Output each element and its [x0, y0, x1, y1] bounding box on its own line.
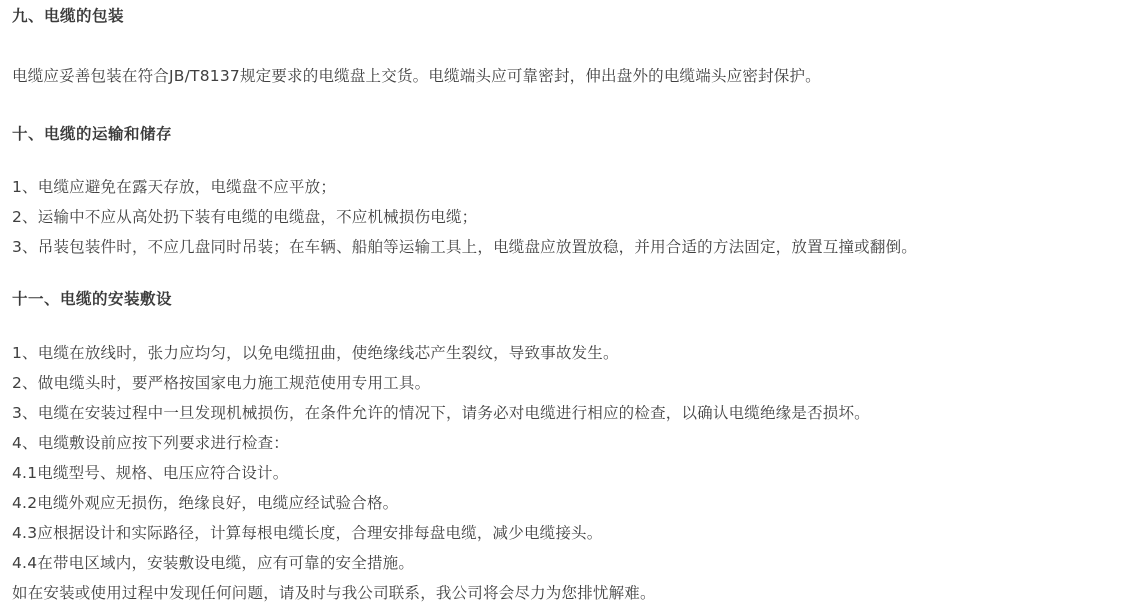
list-item: 4、电缆敷设前应按下列要求进行检查：	[12, 434, 289, 453]
list-item: 4.3应根据设计和实际路径，计算每根电缆长度，合理安排每盘电缆，减少电缆接头。	[12, 524, 603, 543]
section-body	[12, 64, 1118, 88]
section-heading: 九、电缆的包装	[12, 7, 125, 25]
list-item: 4.1电缆型号、规格、电压应符合设计。	[12, 464, 289, 483]
list-item: 2、运输中不应从高处扔下装有电缆的电缆盘，不应机械损伤电缆；	[12, 208, 478, 227]
list-item: 3、吊装包装件时，不应几盘同时吊装；在车辆、船舶等运输工具上，电缆盘应放置放稳，并用合适的方法固定，放置互撞或翻倒。	[12, 238, 917, 257]
spacer	[12, 311, 1118, 341]
list-item: 4.4在带电区域内，安装敷设电缆，应有可靠的安全措施。	[12, 554, 415, 573]
section-body	[12, 175, 1118, 259]
section-heading: 十一、电缆的安装敷设	[12, 290, 173, 309]
list-item: 3、电缆在安装过程中一旦发现机械损伤，在条件允许的情况下，请务必对电缆进行相应的检查，以确认电缆绝缘是否损坏。	[12, 404, 870, 423]
list-item: 1、电缆应避免在露天存放，电缆盘不应平放；	[12, 178, 337, 197]
closing-note: 如在安装或使用过程中发现任何问题，请及时与我公司联系，我公司将会尽力为您排忧解难。	[12, 584, 656, 603]
section-body	[12, 341, 1118, 605]
section-heading: 十、电缆的运输和储存	[12, 124, 173, 143]
section-packaging	[12, 6, 1118, 88]
paragraph: 电缆应妥善包装在符合JB/T8137规定要求的电缆盘上交货。电缆端头应可靠密封，伸出盘外的电缆端头应密封保护。	[12, 66, 821, 85]
section-transport-storage	[12, 124, 1118, 260]
spacer	[12, 88, 1118, 124]
list-item: 1、电缆在放线时，张力应均匀，以免电缆扭曲，使绝缘线芯产生裂纹，导致事故发生。	[12, 344, 619, 363]
spacer	[12, 28, 1118, 64]
spacer	[12, 145, 1118, 175]
list-item: 2、做电缆头时，要严格按国家电力施工规范使用专用工具。	[12, 374, 431, 393]
section-installation	[12, 289, 1118, 605]
spacer	[12, 259, 1118, 289]
list-item: 4.2电缆外观应无损伤，绝缘良好，电缆应经试验合格。	[12, 494, 399, 513]
